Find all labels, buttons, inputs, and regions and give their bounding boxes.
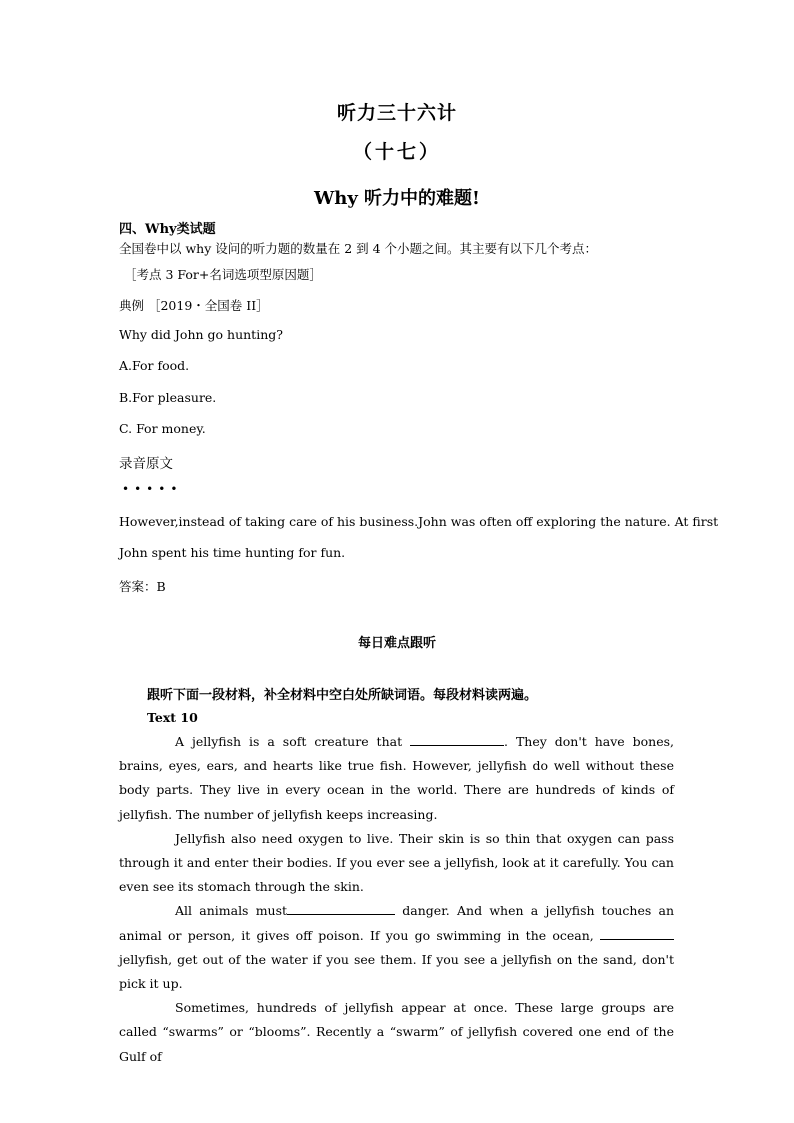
option-c: C. For money. bbox=[119, 421, 206, 436]
passage-paragraph-4 bbox=[119, 996, 674, 1069]
option-b: B.For pleasure. bbox=[119, 390, 217, 405]
passage bbox=[119, 730, 674, 1069]
text-label: Text 10 bbox=[147, 710, 198, 725]
passage-text: All animals must bbox=[175, 903, 288, 919]
option-a: A.For food. bbox=[119, 358, 190, 373]
question-text: Why did John go hunting? bbox=[119, 327, 283, 342]
passage-paragraph-2 bbox=[119, 827, 674, 900]
kaodian-label: ［考点 3 For+名词选项型原因题］ bbox=[124, 267, 322, 282]
example-label: 典例 ［2019・全国卷 II］ bbox=[119, 298, 269, 313]
passage-text: Sometimes, hundreds of jellyfish appear at once. These large groups are called “swarms” or “blooms”. Recently a “swarm” of jellyfish covered one end of the Gulf of bbox=[119, 1000, 674, 1064]
passage-text: A jellyfish is a soft creature that bbox=[175, 734, 411, 749]
page-subtitle: （十七） bbox=[352, 141, 441, 163]
dots-separator: ••••• bbox=[122, 482, 183, 496]
passage-text: danger. And when a jellyfish touches an animal or person, it gives off poison. If you go swimming in the ocean, bbox=[119, 903, 675, 943]
transcript-label: 录音原文 bbox=[119, 456, 173, 472]
daily-heading: 每日难点跟听 bbox=[357, 636, 436, 651]
section-intro: 全国卷中以 why 设问的听力题的数量在 2 到 4 个小题之间。其主要有以下几个考点： bbox=[119, 241, 598, 256]
passage-text: jellyfish, get out of the water if you see them. If you see a jellyfish on the sand, don't pick it up. bbox=[119, 951, 674, 992]
passage-text: Jellyfish also need oxygen to live. Their skin is so thin that oxygen can pass through it and enter their bodies. If you ever see a jellyfish, look at it carefully. You can even see its stomach through the skin. bbox=[119, 830, 674, 895]
daily-instruction: 跟听下面一段材料，补全材料中空白处所缺词语。每段材料读两遍。 bbox=[147, 688, 538, 703]
section-heading: 四、Why类试题 bbox=[119, 222, 216, 237]
passage-paragraph-3 bbox=[119, 899, 674, 996]
answer-blank-2[interactable] bbox=[287, 901, 395, 915]
passage-paragraph-1 bbox=[119, 730, 674, 827]
answer-blank-3[interactable] bbox=[600, 926, 674, 940]
passage-text: . They don't have bones, brains, eyes, ears, and hearts like true fish. However, jellyfish do well without these body parts. They live in every ocean in the world. There are hundreds of kinds of jellyfish. The number of jellyfish keeps increasing. bbox=[119, 734, 674, 822]
page-title: 听力三十六计 bbox=[336, 102, 457, 124]
answer-text: 答案：B bbox=[119, 579, 166, 594]
answer-blank-1[interactable] bbox=[410, 732, 504, 746]
topic-heading: Why 听力中的难题! bbox=[314, 188, 480, 209]
transcript-line-1: However,instead of taking care of his business.John was often off exploring the nature. At first bbox=[119, 514, 719, 529]
transcript-line-2: John spent his time hunting for fun. bbox=[119, 545, 346, 560]
